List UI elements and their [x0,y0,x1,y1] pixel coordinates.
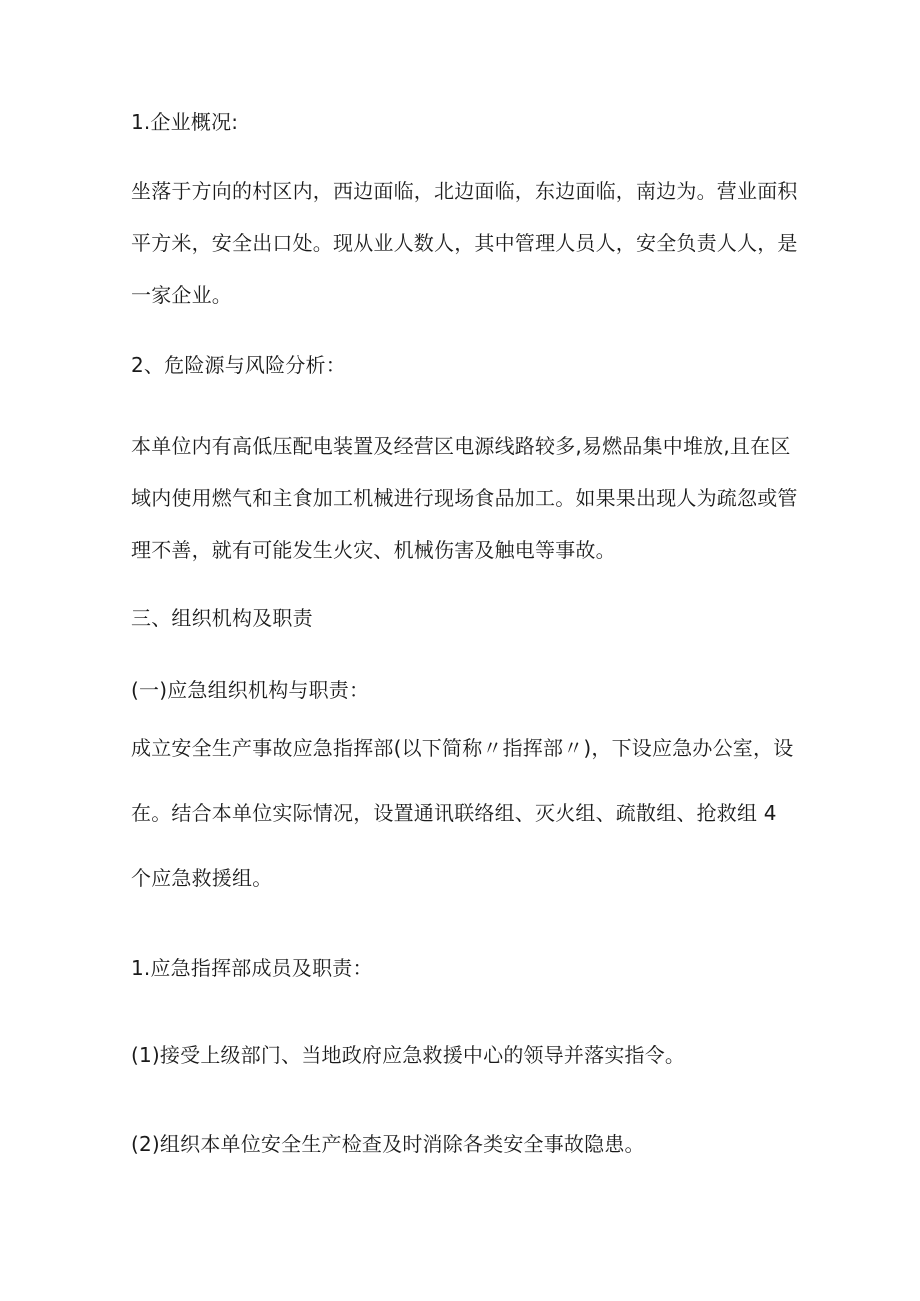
subsection-heading: (一)应急组织机构与职责： [131,678,370,702]
section-heading-organization: 三、组织机构及职责 [131,606,313,630]
list-item: (1)接受上级部门、当地政府应急救援中心的领导并落实指令。 [131,1043,686,1067]
section-heading-company-overview: 1.企业概况: [131,110,239,134]
paragraph-line: 在。结合本单位实际情况，设置通讯联络组、灭火组、疏散组、抢救组 4 [131,801,777,825]
paragraph-line: 个应急救援组。 [131,866,273,890]
paragraph-line: 平方米，安全出口处。现从业人数人，其中管理人员人，安全负责人人，是 [131,231,798,255]
paragraph-line: 一家企业。 [131,283,232,307]
list-item: (2)组织本单位安全生产检查及时消除各类安全事故隐患。 [131,1132,645,1156]
paragraph-line: 本单位内有高低压配电装置及经营区电源线路较多,易燃品集中堆放,且在区 [131,434,791,458]
paragraph-line: 域内使用燃气和主食加工机械进行现场食品加工。如果果出现人为疏忽或管 [131,486,798,510]
section-heading-hazard-analysis: 2、危险源与风险分析： [131,353,346,377]
paragraph-line: 成立安全生产事故应急指挥部(以下简称〃指挥部〃)，下设应急办公室，设 [131,736,794,760]
item-heading: 1.应急指挥部成员及职责： [131,956,373,980]
paragraph-line: 理不善，就有可能发生火灾、机械伤害及触电等事故。 [131,538,616,562]
paragraph-line: 坐落于方向的村区内，西边面临，北边面临，东边面临，南边为。营业面积 [131,179,798,203]
